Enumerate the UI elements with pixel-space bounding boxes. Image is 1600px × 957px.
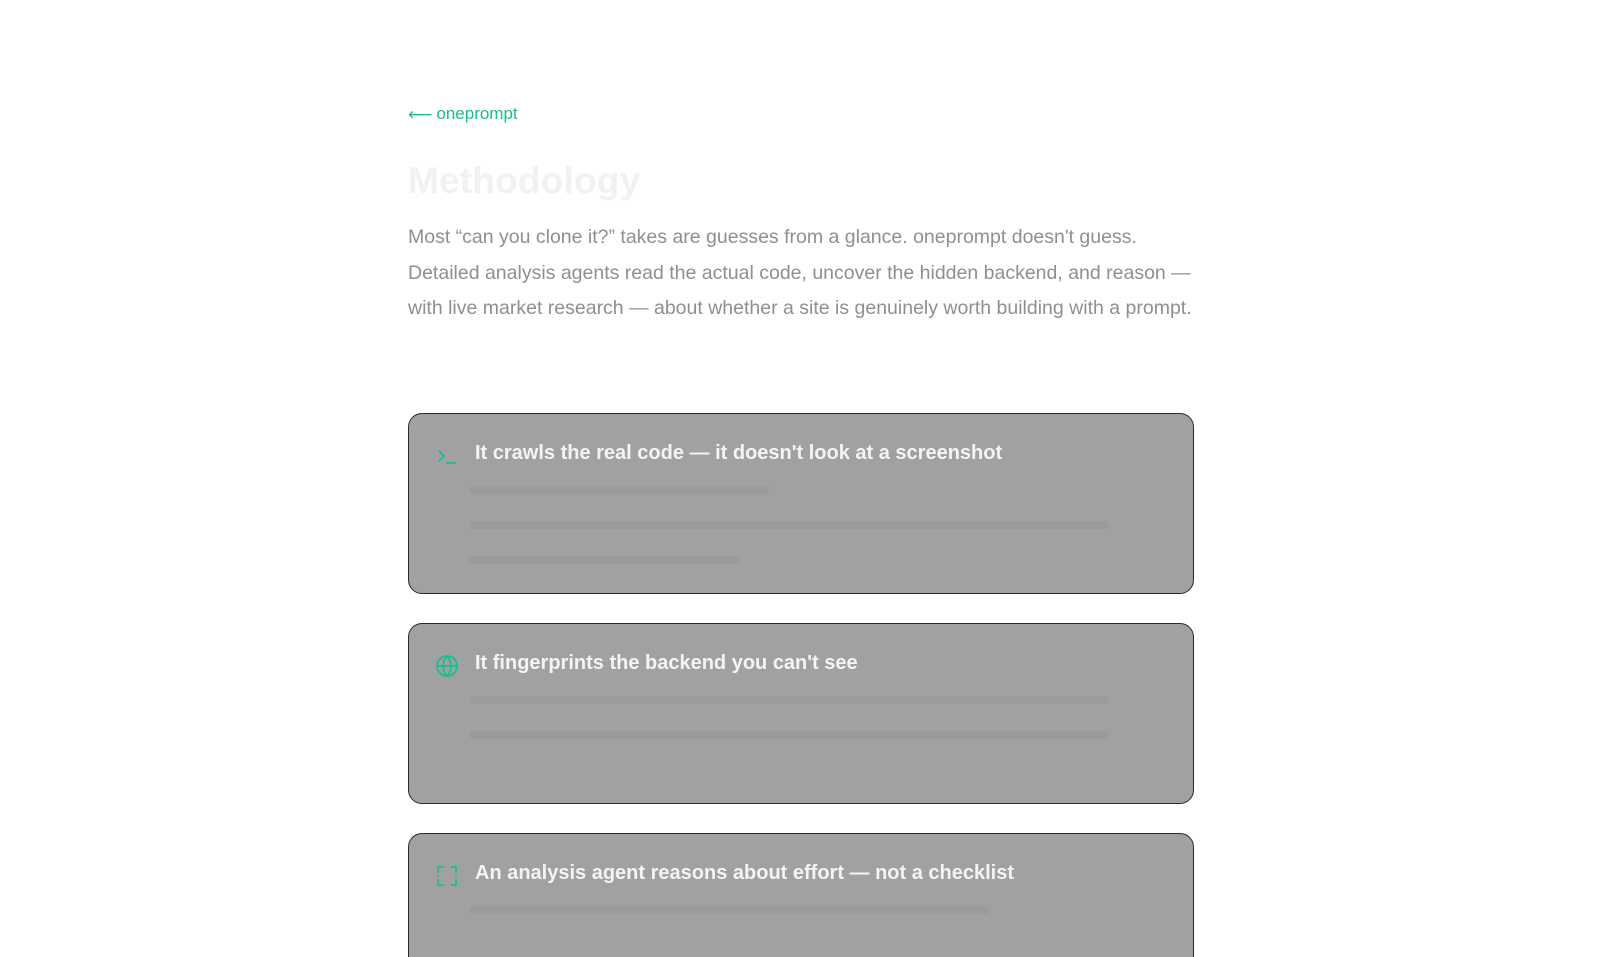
text-placeholder-line	[469, 906, 989, 914]
methodology-card-backend	[408, 623, 1194, 804]
back-link-label: oneprompt	[436, 104, 518, 123]
terminal-icon	[435, 444, 459, 468]
back-arrow-icon: ⟵	[408, 104, 433, 124]
text-placeholder-line	[469, 731, 1109, 739]
text-placeholder-line	[469, 521, 1109, 529]
text-placeholder-line	[469, 696, 1109, 704]
back-link[interactable]	[408, 104, 518, 124]
scan-frame-icon	[435, 864, 459, 888]
card-body-placeholder	[469, 696, 1129, 766]
card-body-placeholder	[469, 486, 1129, 591]
text-placeholder-line	[469, 556, 739, 564]
methodology-card-effort	[408, 833, 1194, 957]
card-body-placeholder	[469, 906, 1129, 941]
intro-paragraph: Most “can you clone it?” takes are guesses from a glance. oneprompt doesn't guess. Detailed analysis agents read the actual code, uncover the hidden backend, and reason — with live market research — about whether a site is genuinely worth building with a prompt.	[408, 226, 1192, 319]
page-title: Methodology	[408, 160, 641, 201]
methodology-card-crawl	[408, 413, 1194, 594]
card-title: It fingerprints the backend you can't see	[475, 652, 858, 674]
text-placeholder-line	[469, 486, 769, 494]
card-title: It crawls the real code — it doesn't look at a screenshot	[475, 442, 1003, 464]
globe-icon	[435, 654, 459, 678]
card-title: An analysis agent reasons about effort — not a checklist	[475, 862, 1015, 884]
